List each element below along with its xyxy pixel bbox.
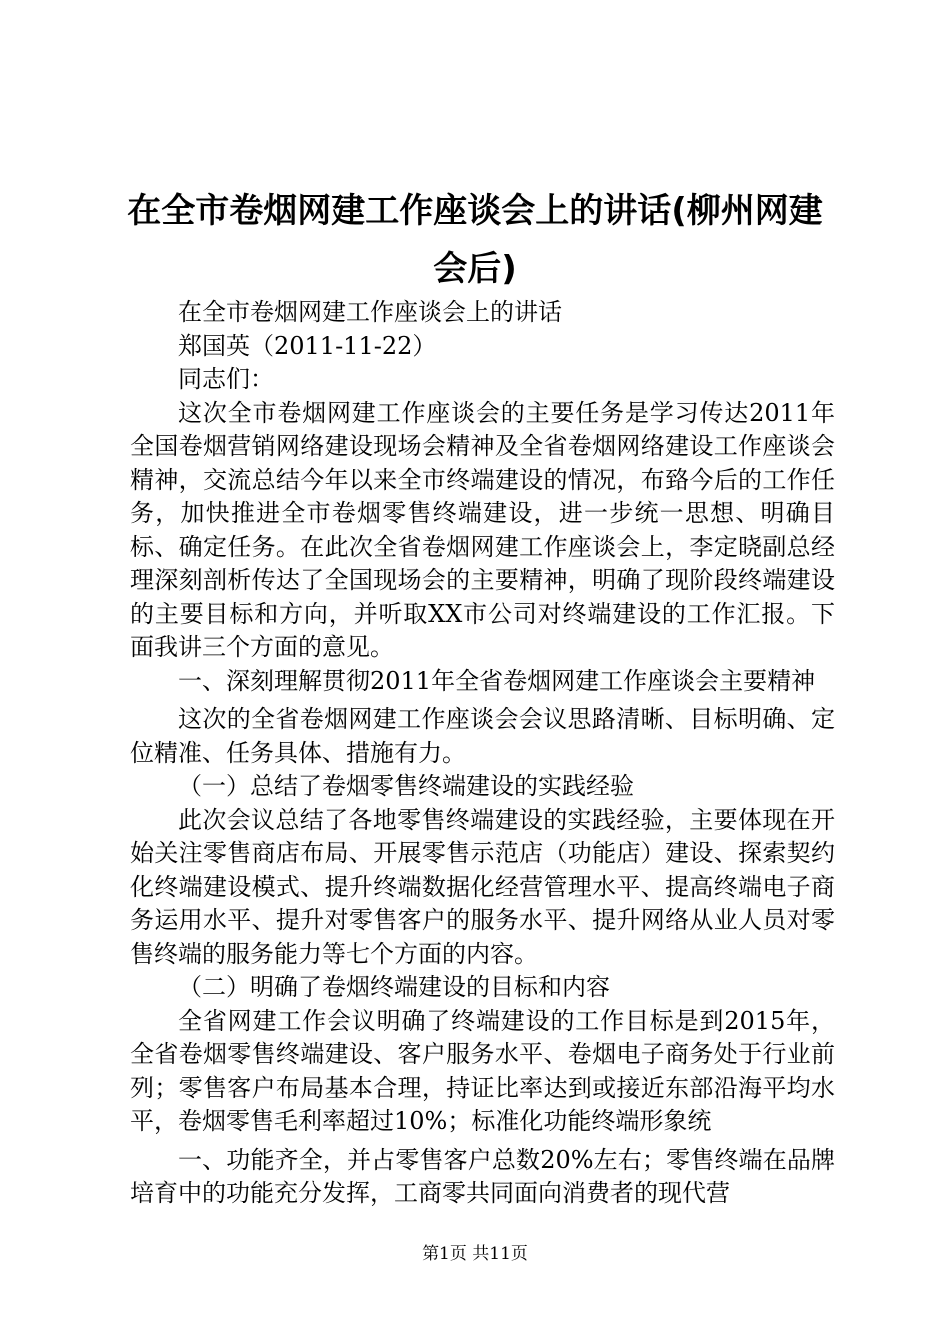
subsection-heading: （二）明确了卷烟终端建设的目标和内容 — [178, 973, 610, 1001]
salutation: 同志们： — [178, 365, 274, 393]
document-title: 在全市卷烟网建工作座谈会上的讲话(柳州网建会后) — [127, 191, 823, 289]
body-paragraph: 这次全市卷烟网建工作座谈会的主要任务是学习传达2011年全国卷烟营销网络建设现场会精神及全省卷烟网络建设工作座谈会精神，交流总结今年以来全市终端建设的情况，布臵今后的工作任务，加快推进全市卷烟零售终端建设，进一步统一思想、明确目标、确定任务。在此次全省卷烟网建工作座谈会上，李定晓副总经理深刻剖析传达了全国现场会的主要精神，明确了现阶段终端建设的主要目标和方向，并听取XX市公司对终端建设的工作汇报。下面我讲三个方面的意见。 — [130, 398, 835, 661]
section-heading: 一、深刻理解贯彻2011年全省卷烟网建工作座谈会主要精神 — [178, 666, 816, 695]
speaker-date-line: 郑国英（2011-11-22） — [178, 331, 437, 360]
speech-title-line: 在全市卷烟网建工作座谈会上的讲话 — [178, 298, 562, 326]
document-body — [130, 296, 835, 1211]
body-paragraph: 此次会议总结了各地零售终端建设的实践经验，主要体现在开始关注零售商店布局、开展零售示范店（功能店）建设、探索契约化终端建设模式、提升终端数据化经营管理水平、提高终端电子商务运用水平、提升对零售客户的服务水平、提升网络从业人员对零售终端的服务能力等七个方面的内容。 — [130, 805, 835, 968]
body-paragraph: 这次的全省卷烟网建工作座谈会会议思路清晰、目标明确、定位精准、任务具体、措施有力。 — [130, 705, 835, 767]
body-paragraph: 全省网建工作会议明确了终端建设的工作目标是到2015年，全省卷烟零售终端建设、客户服务水平、卷烟电子商务处于行业前列；零售客户布局基本合理，持证比率达到或接近东部沿海平均水平，卷烟零售毛利率超过10%；标准化功能终端形象统 — [130, 1006, 835, 1135]
subsection-heading: （一）总结了卷烟零售终端建设的实践经验 — [178, 772, 634, 800]
page-number-footer: 第1页 共11页 — [422, 1244, 528, 1264]
body-paragraph: 一、功能齐全，并占零售客户总数20%左右；零售终端在品牌培育中的功能充分发挥，工商零共同面向消费者的现代营 — [130, 1145, 835, 1207]
